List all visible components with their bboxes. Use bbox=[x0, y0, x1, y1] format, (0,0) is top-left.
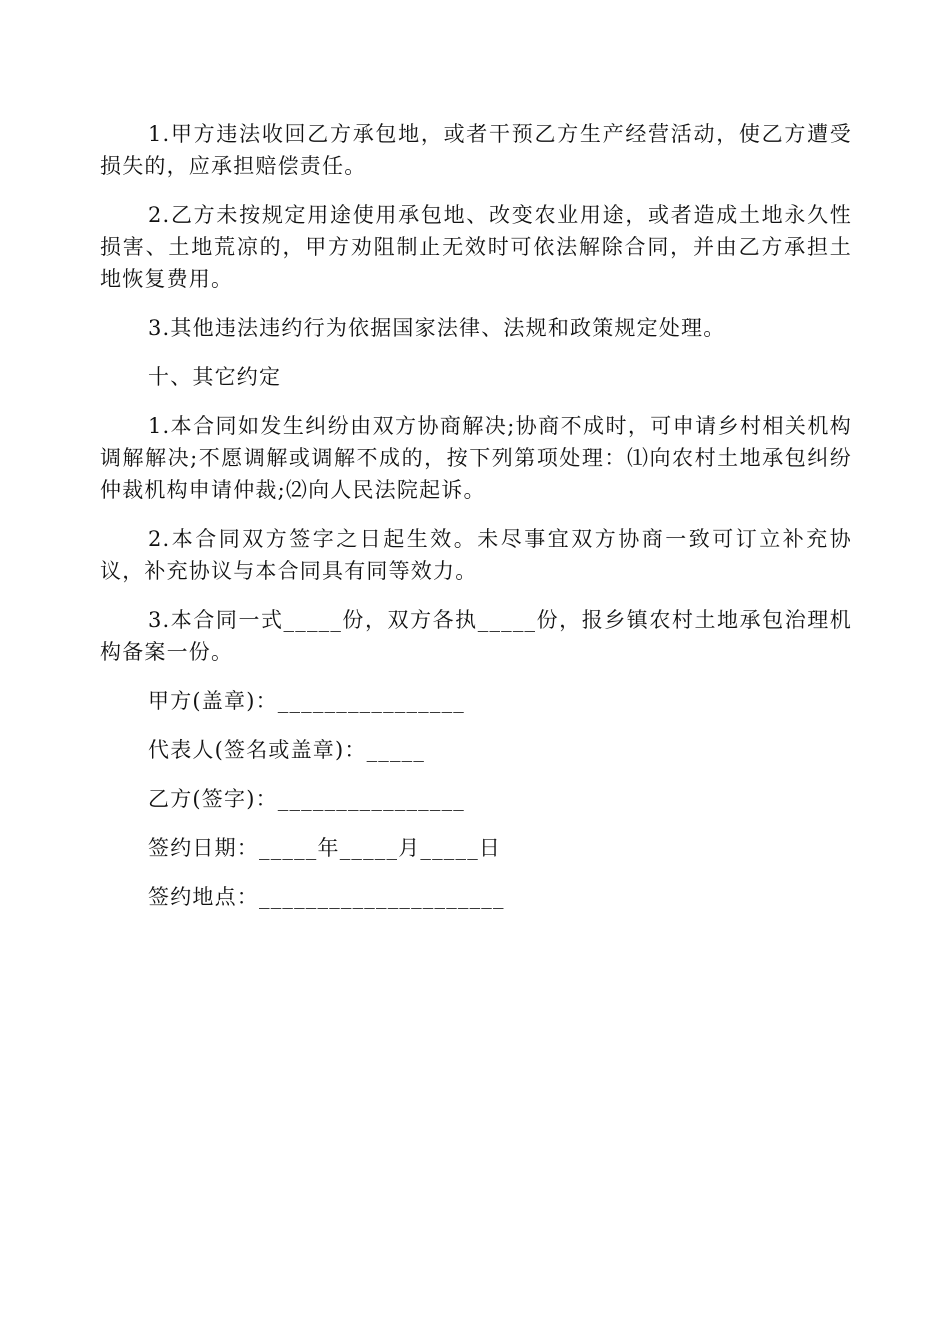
document-page bbox=[100, 118, 852, 930]
clause-other-3: 3.本合同一式_____份，双方各执_____份，报乡镇农村土地承包治理机构备案一份。 bbox=[100, 608, 852, 664]
clause-breach-2: 2.乙方未按规定用途使用承包地、改变农业用途，或者造成土地永久性损害、土地荒凉的，甲方劝阻制止无效时可依法解除合同，并由乙方承担土地恢复费用。 bbox=[100, 203, 852, 291]
representative-sign-line: 代表人(签名或盖章)：_____ bbox=[148, 738, 426, 762]
clause-breach-1: 1.甲方违法收回乙方承包地，或者干预乙方生产经营活动，使乙方遭受损失的，应承担赔偿责任。 bbox=[100, 122, 852, 178]
party-a-seal-line: 甲方(盖章)：________________ bbox=[148, 689, 465, 713]
section-heading-other-agreements: 十、其它约定 bbox=[148, 365, 282, 389]
clause-other-1: 1.本合同如发生纠纷由双方协商解决;协商不成时，可申请乡村相关机构调解解决;不愿调解或调解不成的，按下列第项处理：⑴向农村土地承包纠纷仲裁机构申请仲裁;⑵向人民法院起诉。 bbox=[100, 414, 852, 502]
clause-breach-3: 3.其他违法违约行为依据国家法律、法规和政策规定处理。 bbox=[148, 316, 726, 340]
clause-other-2: 2.本合同双方签字之日起生效。未尽事宜双方协商一致可订立补充协议，补充协议与本合同具有同等效力。 bbox=[100, 527, 852, 583]
party-b-sign-line: 乙方(签字)：________________ bbox=[148, 787, 465, 811]
sign-place-line: 签约地点：_____________________ bbox=[148, 885, 505, 909]
sign-date-line: 签约日期：_____年_____月_____日 bbox=[148, 836, 502, 860]
